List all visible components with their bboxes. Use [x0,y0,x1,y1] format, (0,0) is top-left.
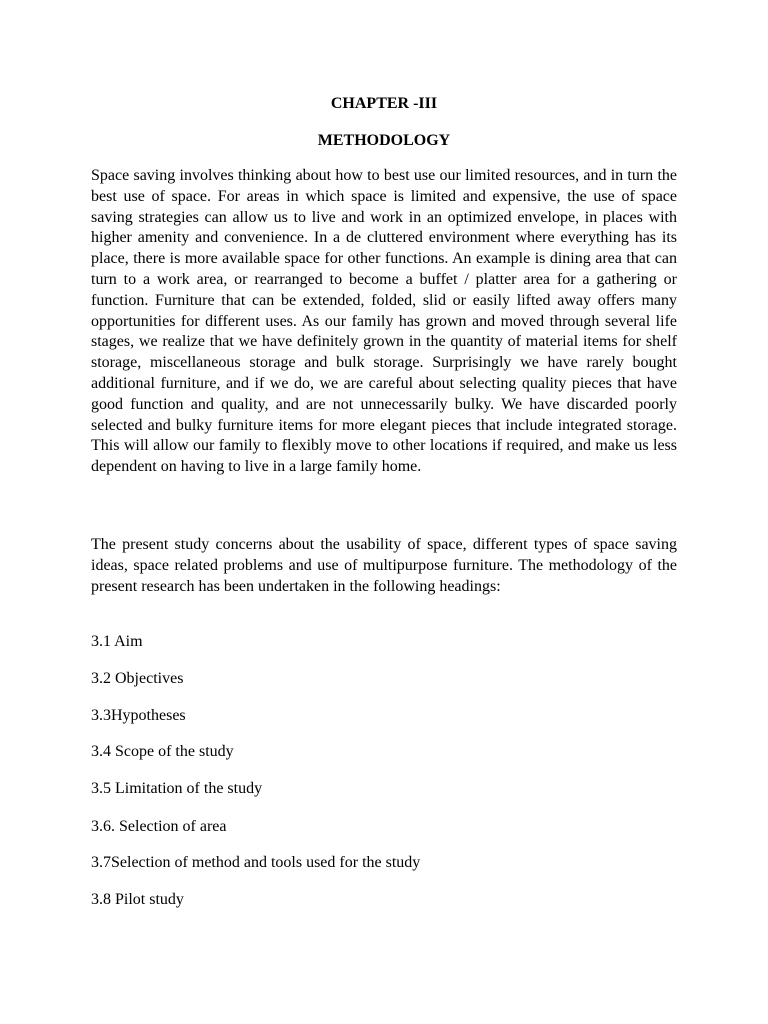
intro-paragraph: Space saving involves thinking about how to best use our limited resources, and in turn the best use of space. For areas in which space is limited and expensive, the use of space saving strategies can allow us to live and work in an optimized envelope, in places with higher amenity and convenience. In a de cluttered environment where everything has its place, there is more available space for other functions. An example is dining area that can turn to a work area, or rearranged to become a buffet / platter area for a gathering or function. Furniture that can be extended, folded, slid or easily lifted away offers many opportunities for different uses. As our family has grown and moved through several life stages, we realize that we have definitely grown in the quantity of material items for shelf storage, miscellaneous storage and bulk storage. Surprisingly we have rarely bought additional furniture, and if we do, we are careful about selecting quality pieces that have good function and quality, and are not unnecessarily bulky. We have discarded poorly selected and bulky furniture items for more elegant pieces that include integrated storage. This will allow our family to flexibly move to other locations if required, and make us less dependent on having to live in a large family home. [91,167,677,476]
heading-list-item: 3.1 Aim [91,633,143,650]
heading-list-item: 3.4 Scope of the study [91,743,234,760]
chapter-heading: CHAPTER -III [330,95,438,112]
section-title: METHODOLOGY [317,132,451,149]
heading-list-item: 3.2 Objectives [91,670,184,687]
heading-list-item: 3.3Hypotheses [91,707,186,724]
heading-list-item: 3.5 Limitation of the study [91,780,263,797]
heading-list-item: 3.7Selection of method and tools used for the study [91,854,421,871]
heading-list-item: 3.6. Selection of area [91,818,227,835]
heading-list-item: 3.8 Pilot study [91,891,184,908]
study-paragraph: The present study concerns about the usability of space, different types of space saving ideas, space related problems and use of multipurpose furniture. The methodology of the present research has been undertaken in the following headings: [91,536,677,595]
